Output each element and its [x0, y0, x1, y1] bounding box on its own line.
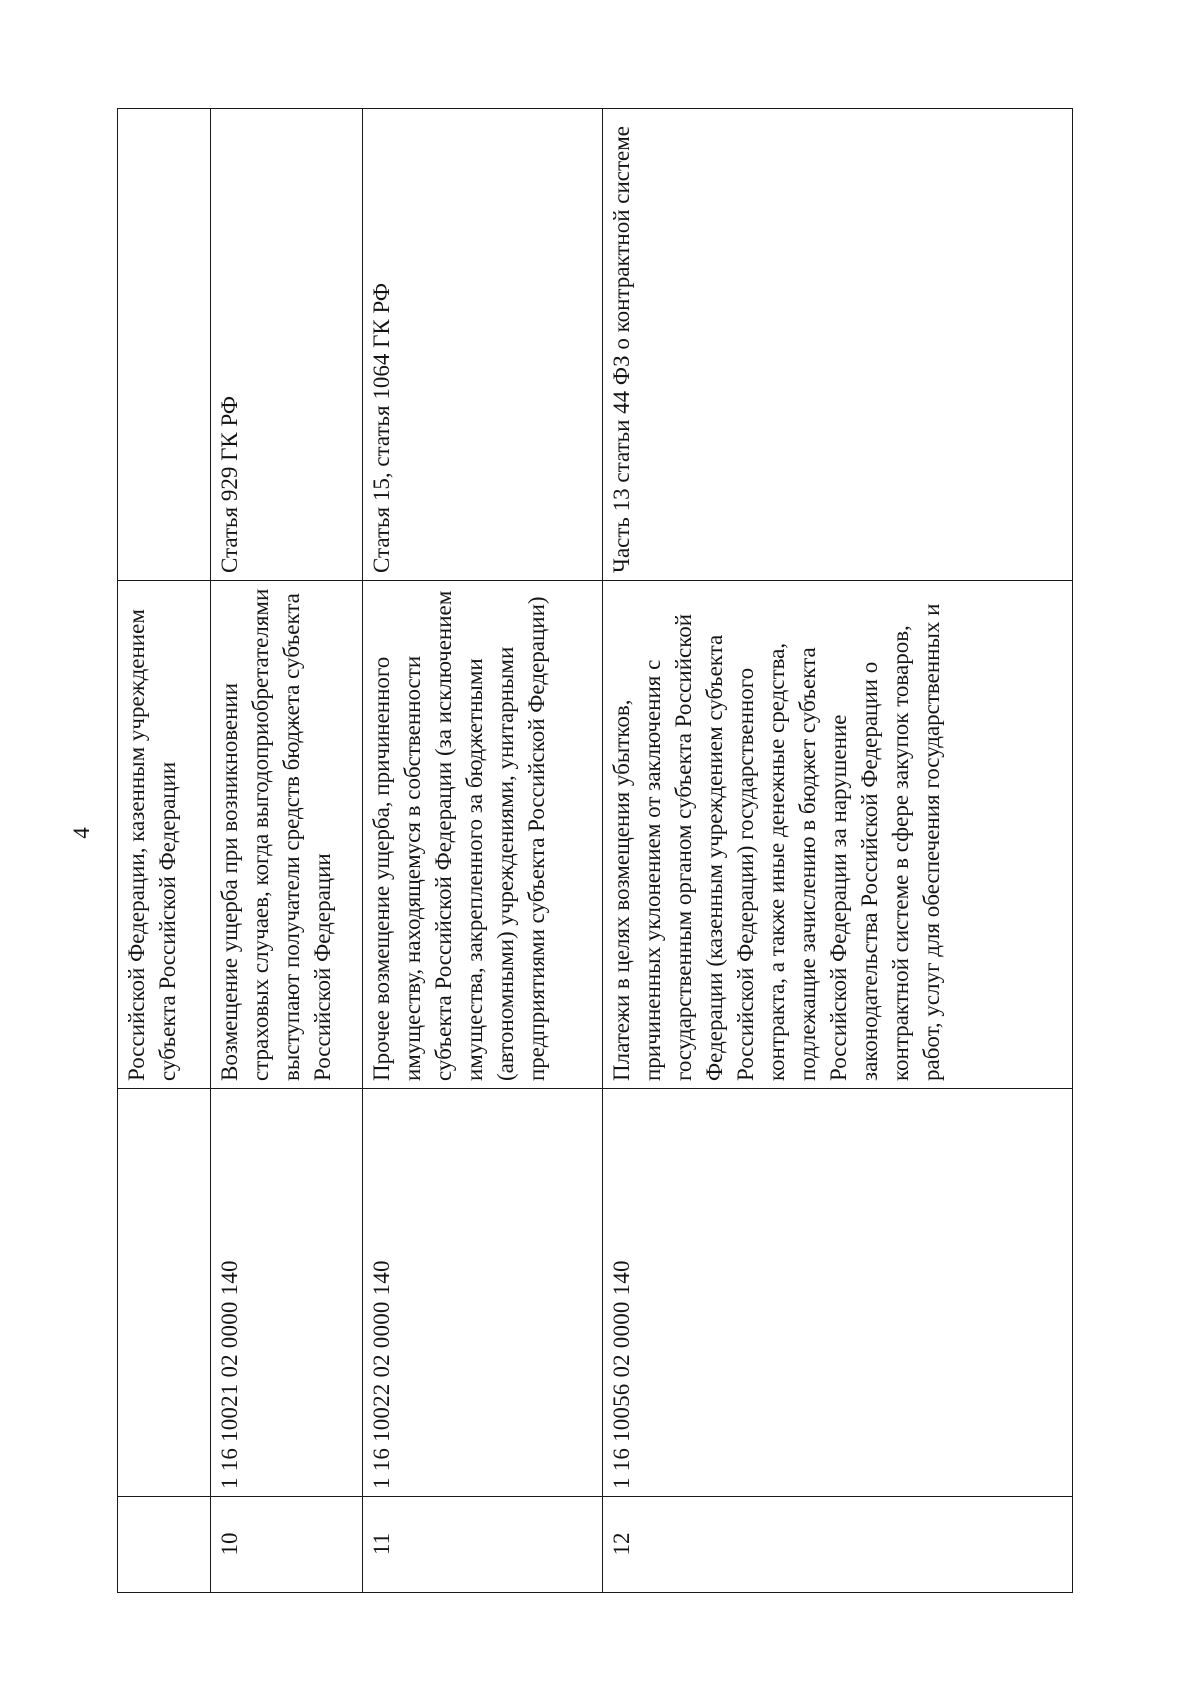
description-text: Прочее возмещение ущерба, причиненного имуществу, находящемуся в собственности субъекта Российской Федерации (за исключением имущества, закрепленного за бюджетными (автономными) учреждениями, унитарными предприятиями субъекта Российской Федерации) [369, 590, 549, 1081]
description-cell [363, 581, 603, 1089]
description-cell [118, 581, 211, 1089]
description-text: Российской Федерации, казенным учреждением субъекта Российской Федерации [124, 609, 180, 1081]
table-row-continued [118, 109, 211, 1593]
income-code-cell: 1 16 10022 02 0000 140 [363, 1089, 603, 1497]
description-text: Платежи в целях возмещения убытков, причиненных уклонением от заключения с государственным органом субъекта Российской Федерации (казенным учреждением субъекта Российской Федерации) государственного контракта, а также иные денежные средства, подлежащие зачислению в бюджет субъекта Российской Федерации за нарушение законодательства Российской Федерации о контрактной системе в сфере закупок товаров, работ, услуг для обеспечения государственных и [609, 603, 944, 1081]
description-text: Возмещение ущерба при возникновении страховых случаев, когда выгодоприобретателями выступают получатели средств бюджета субъекта Российской Федерации [217, 588, 335, 1081]
description-cell [211, 581, 363, 1089]
income-code-cell: 1 16 10021 02 0000 140 [211, 1089, 363, 1497]
table-row [211, 109, 363, 1593]
legal-basis-cell: Статья 929 ГК РФ [211, 109, 363, 581]
page-number: 4 [69, 827, 94, 839]
legal-basis-cell [118, 109, 211, 581]
rotated-table-container [117, 109, 1072, 1593]
row-number-cell: 11 [363, 1497, 603, 1593]
table-row [363, 109, 603, 1593]
income-codes-table [117, 108, 1073, 1593]
legal-basis-cell: Часть 13 статьи 44 ФЗ о контрактной системе [603, 109, 1073, 581]
row-number-cell: 12 [603, 1497, 1073, 1593]
income-code-cell: 1 16 10056 02 0000 140 [603, 1089, 1073, 1497]
table-row [603, 109, 1073, 1593]
row-number-cell [118, 1497, 211, 1593]
legal-basis-cell: Статья 15, статья 1064 ГК РФ [363, 109, 603, 581]
description-cell [603, 581, 1073, 1089]
income-code-cell [118, 1089, 211, 1497]
row-number-cell: 10 [211, 1497, 363, 1593]
